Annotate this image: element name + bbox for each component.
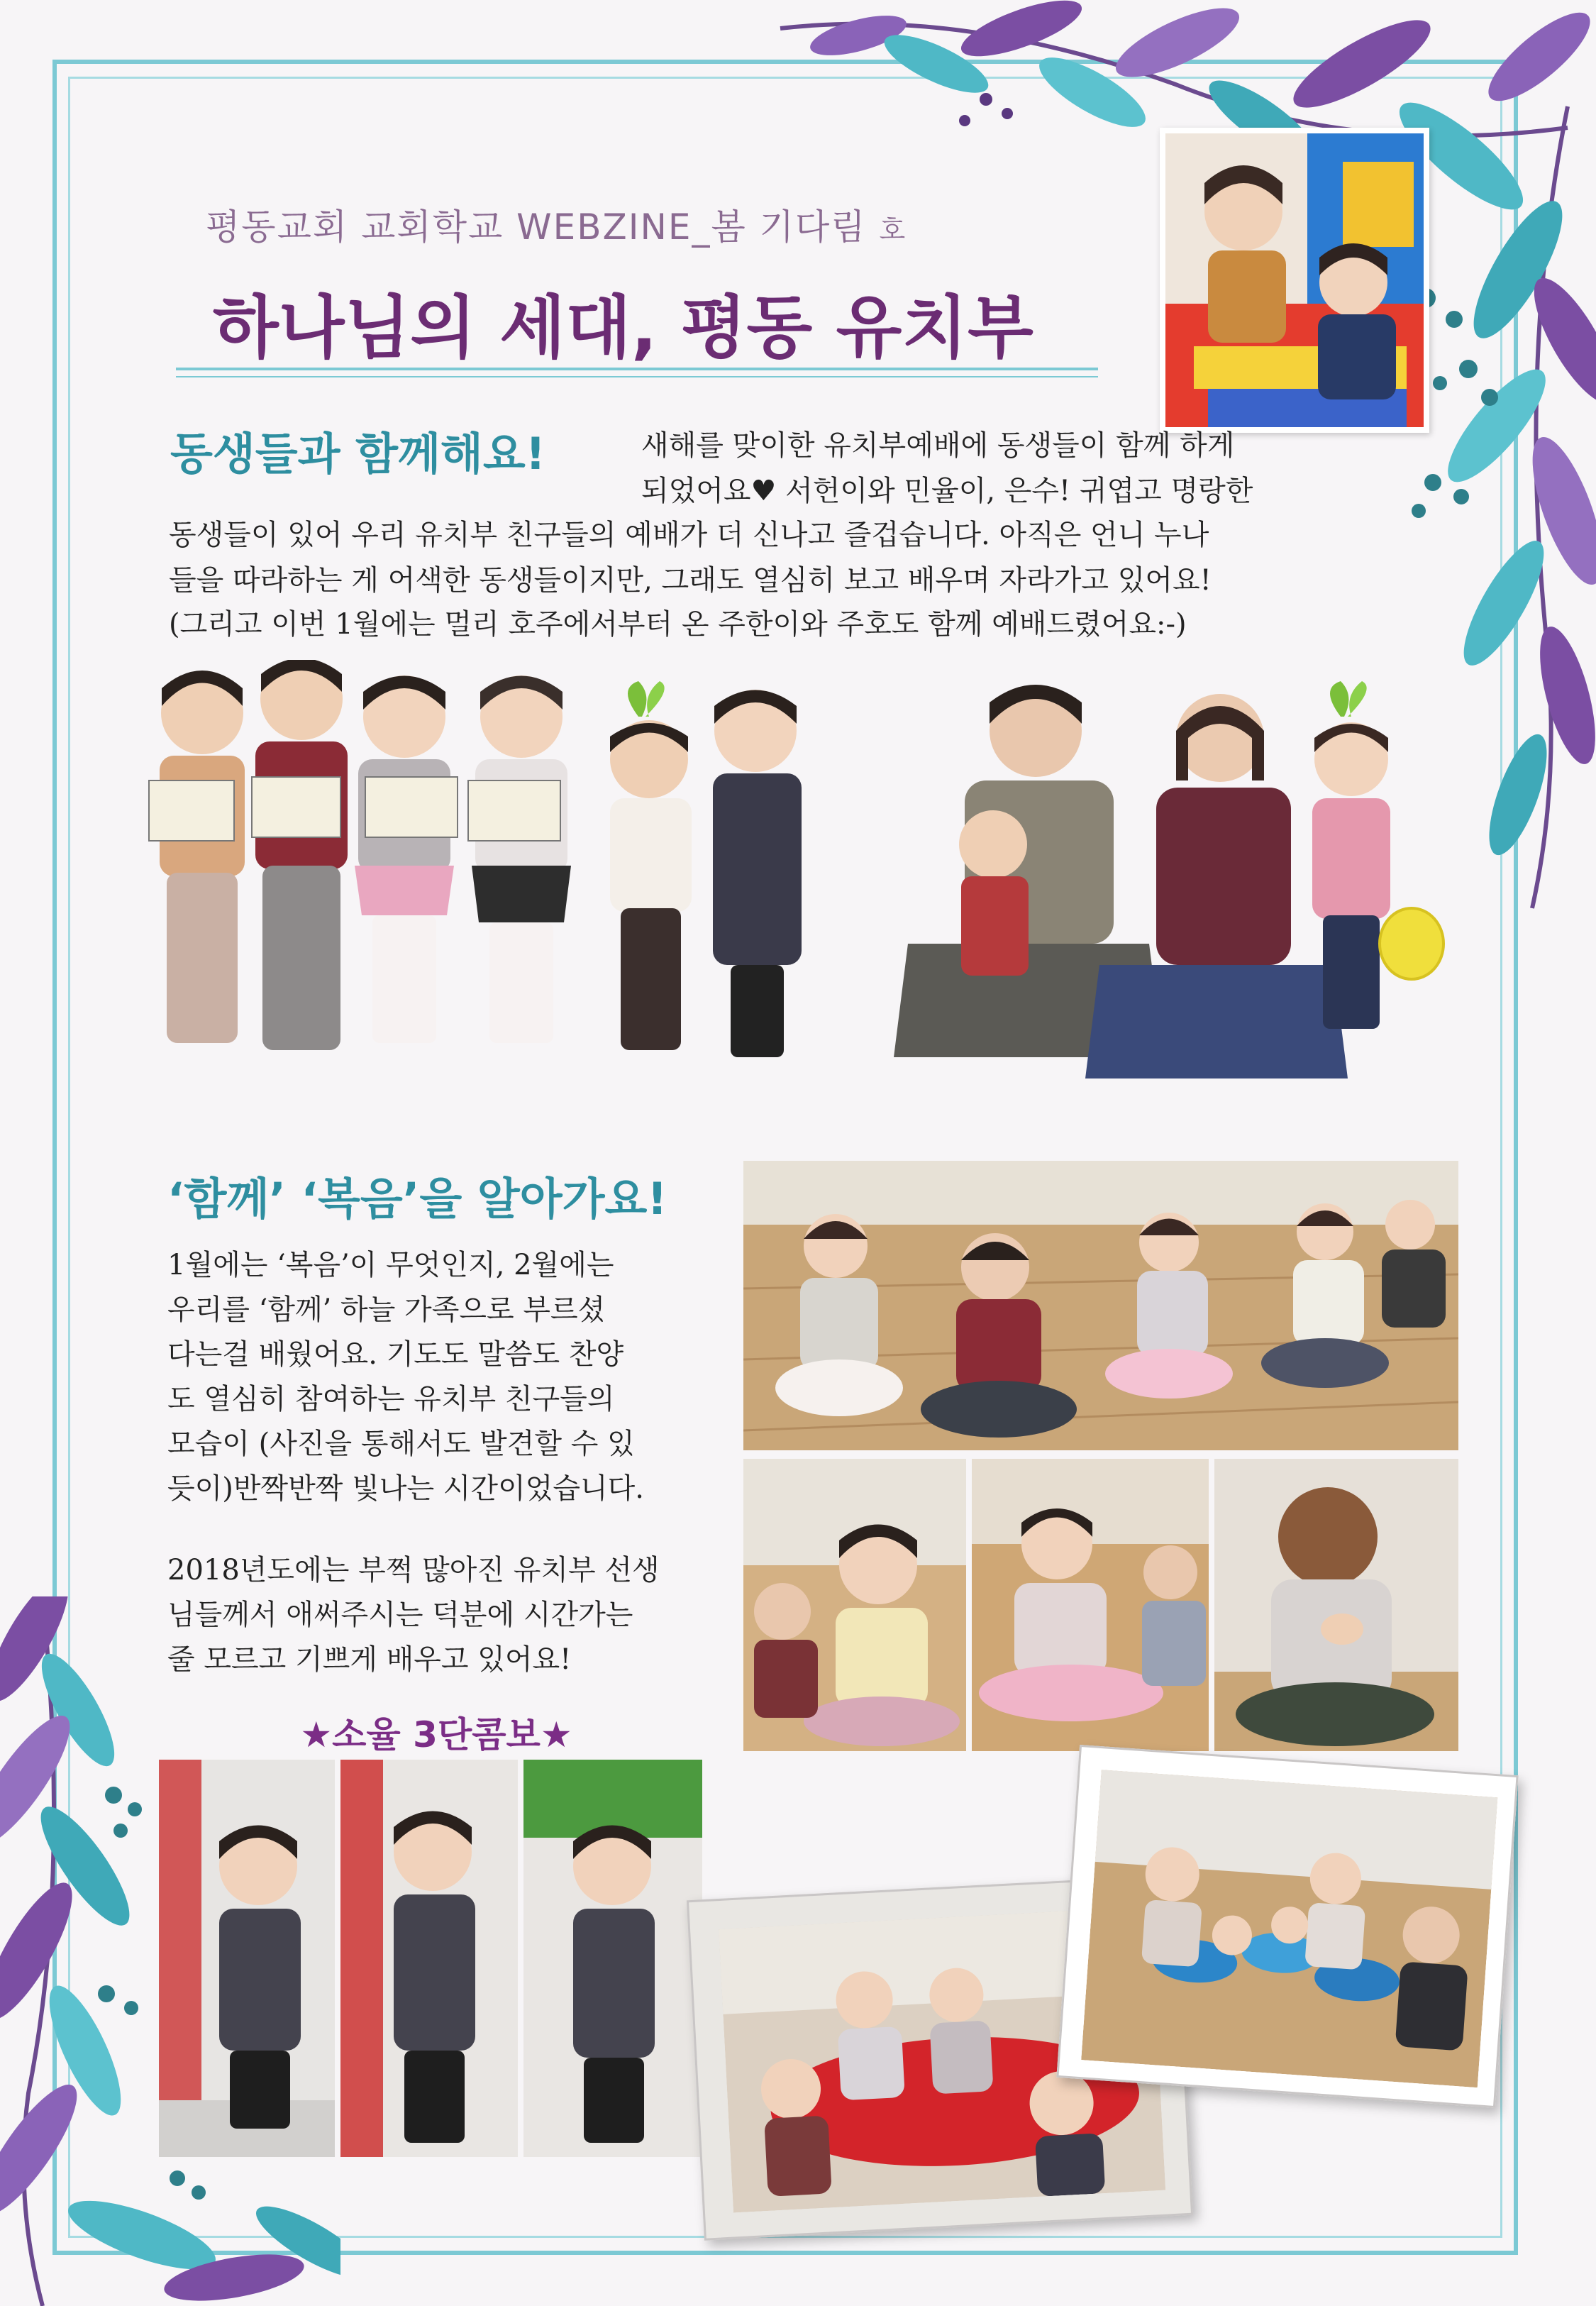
webzine-subtitle — [206, 199, 1092, 250]
photo-girl-praying-3 — [1214, 1459, 1458, 1751]
photo-combo-3 — [523, 1760, 702, 2157]
photo-combo-1 — [159, 1760, 335, 2157]
section1-intro-line1: 새해를 맞이한 유치부예배에 동생들이 함께 하게 — [641, 429, 1235, 462]
title-underline — [176, 368, 1098, 370]
section2-p2-line: 2018년도에는 부쩍 많아진 유치부 선생 — [167, 1554, 660, 1587]
section2-p1-line: 다는걸 배웠어요. 기도도 말씀도 찬양 — [167, 1338, 624, 1371]
framed-photo-circle-time — [1056, 1745, 1518, 2108]
photo-toddlers-playground — [1160, 128, 1429, 433]
photo-girl-praying-2 — [972, 1459, 1209, 1751]
photo-group-children — [113, 660, 1447, 1114]
photo-combo-2 — [340, 1760, 518, 2157]
section2-p1-line: 도 열심히 참여하는 유치부 친구들의 — [167, 1383, 615, 1416]
section1-intro-line2: 되었어요♥ 서헌이와 민율이, 은수! 귀엽고 명랑한 — [641, 475, 1253, 507]
section2-p2-line: 줄 모르고 기쁘게 배우고 있어요! — [167, 1643, 572, 1676]
title-underline-thin — [176, 376, 1098, 377]
photo-children-praying — [743, 1161, 1458, 1450]
section1-line3: 동생들이 있어 우리 유치부 친구들의 예배가 더 신나고 즐겁습니다. 아직은 언니 누나 — [169, 519, 1209, 551]
section1-heading: 동생들과 함께해요! — [170, 428, 545, 480]
combo-title: ★소율 3단콤보★ — [300, 1714, 572, 1755]
framed-photo-circle-time-image — [1081, 1770, 1497, 2087]
section2-p1-line: 모습이 (사진을 통해서도 발견할 수 있 — [167, 1428, 635, 1460]
photo-girl-praying-1 — [743, 1459, 966, 1751]
page-title: 하나님의 세대, 평동 유치부 — [213, 288, 1033, 368]
subtitle-suffix: 호 — [879, 214, 907, 246]
section2-p1-line: 듯이)반짝반짝 빛나는 시간이었습니다. — [167, 1472, 644, 1505]
section2-p1-line: 1월에는 ‘복음’이 무엇인지, 2월에는 — [167, 1249, 614, 1281]
section2-p2-line: 님들께서 애써주시는 덕분에 시간가는 — [167, 1599, 633, 1631]
section2-p1-line: 우리를 ‘함께’ 하늘 가족으로 부르셨 — [167, 1293, 606, 1326]
subtitle-main: 평동교회 교회학교 WEBZINE_봄 기다림 — [206, 206, 867, 248]
section2-paragraph2 — [167, 1548, 721, 1682]
section1-line4: 들을 따라하는 게 어색한 동생들이지만, 그래도 열심히 보고 배우며 자라가고 있어요! — [169, 564, 1212, 597]
section2-paragraph1 — [167, 1243, 721, 1511]
section1-line5: (그리고 이번 1월에는 멀리 호주에서부터 온 주한이와 주호도 함께 예배드렸어요:-) — [169, 608, 1187, 641]
section2-heading: ‘함께’ ‘복음’을 알아가요! — [167, 1173, 667, 1225]
